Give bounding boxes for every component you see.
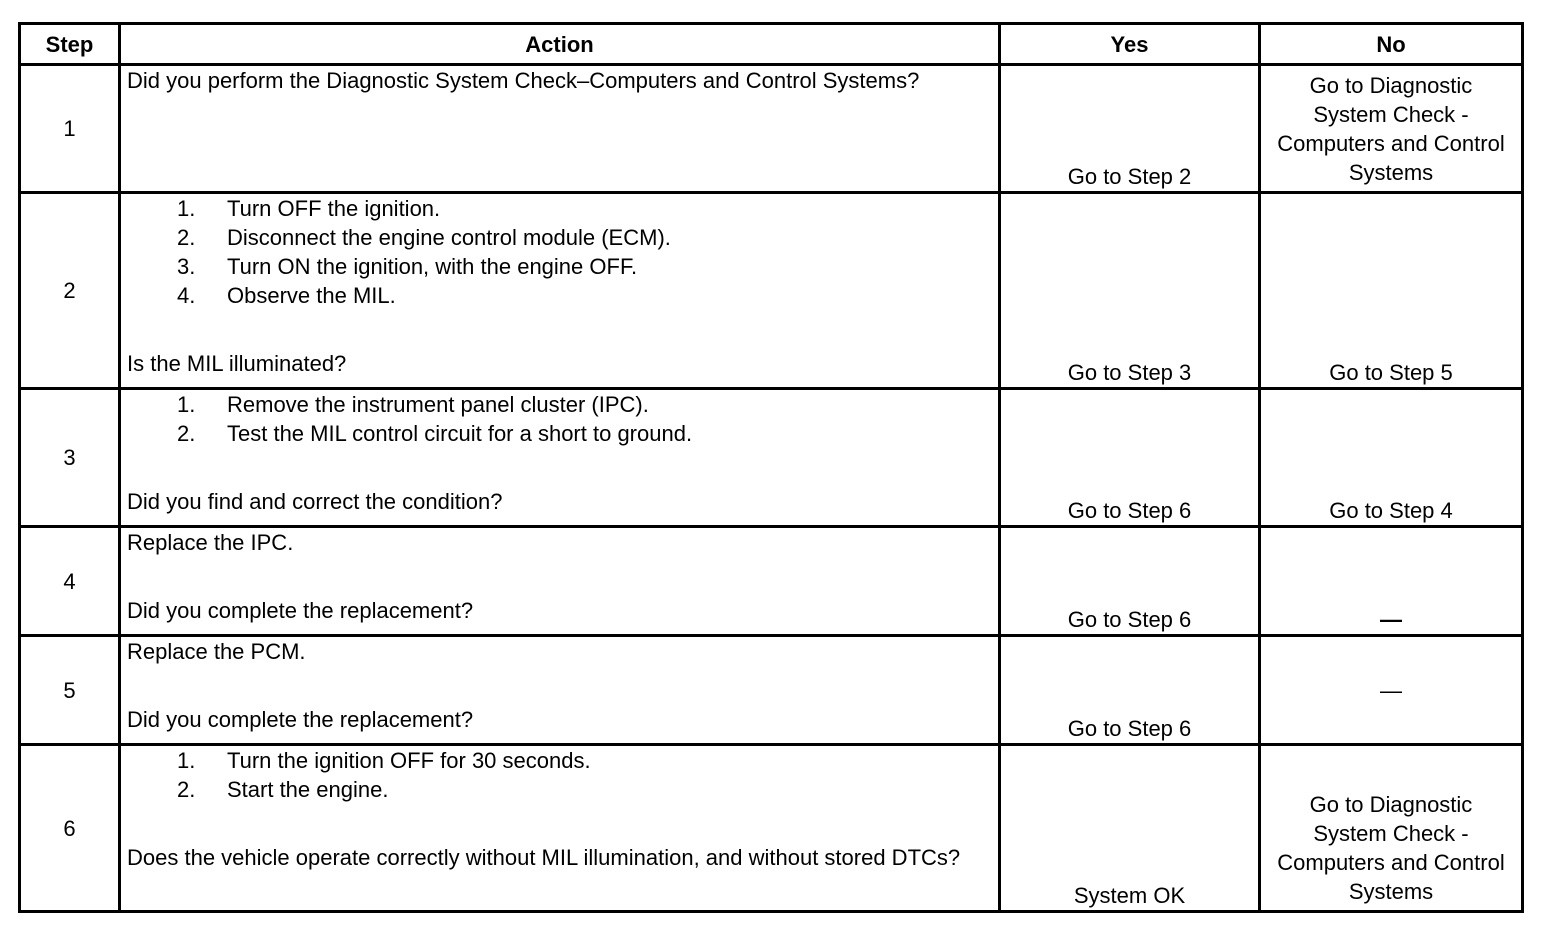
action-question: Did you find and correct the condition?: [127, 489, 503, 514]
action-steps-list: [127, 194, 992, 310]
header-step: Step: [20, 24, 120, 65]
diagnostic-table: [18, 22, 1524, 913]
yes-cell: Go to Step 2: [1000, 65, 1260, 193]
action-step: 1. Remove the instrument panel cluster (IPC).: [177, 392, 649, 417]
action-step: 4. Observe the MIL.: [177, 283, 396, 308]
action-cell: [120, 636, 1000, 745]
action-step: 1. Turn OFF the ignition.: [177, 196, 441, 221]
yes-cell: Go to Step 6: [1000, 636, 1260, 745]
action-steps-list: [127, 746, 992, 804]
header-row: [20, 24, 1523, 65]
action-text: Replace the IPC.: [127, 530, 294, 555]
table-row: [20, 745, 1523, 912]
table-row: [20, 65, 1523, 193]
yes-cell: Go to Step 6: [1000, 527, 1260, 636]
no-cell: —: [1260, 636, 1523, 745]
step-number: 2: [20, 193, 120, 389]
no-cell: Go to Diagnostic System Check - Computers and Control Systems: [1260, 65, 1523, 193]
no-cell: Go to Diagnostic System Check - Computers and Control Systems: [1260, 745, 1523, 912]
action-text: Did you perform the Diagnostic System Check–Computers and Control Systems?: [127, 68, 920, 93]
table-row: [20, 636, 1523, 745]
header-action: Action: [120, 24, 1000, 65]
action-question: Is the MIL illuminated?: [127, 351, 347, 376]
step-number: 4: [20, 527, 120, 636]
action-question: Did you complete the replacement?: [127, 598, 474, 623]
step-number: 3: [20, 389, 120, 527]
action-steps-list: [127, 390, 992, 448]
action-step: 2. Test the MIL control circuit for a short to ground.: [177, 421, 693, 446]
header-yes: Yes: [1000, 24, 1260, 65]
table-row: [20, 389, 1523, 527]
yes-cell: Go to Step 6: [1000, 389, 1260, 527]
table-row: [20, 527, 1523, 636]
no-cell: Go to Step 4: [1260, 389, 1523, 527]
yes-cell: Go to Step 3: [1000, 193, 1260, 389]
action-step: 3. Turn ON the ignition, with the engine OFF.: [177, 254, 638, 279]
action-cell: [120, 527, 1000, 636]
yes-cell: System OK: [1000, 745, 1260, 912]
header-no: No: [1260, 24, 1523, 65]
no-cell: Go to Step 5: [1260, 193, 1523, 389]
action-step: 2. Disconnect the engine control module (ECM).: [177, 225, 671, 250]
action-cell: [120, 193, 1000, 389]
action-cell: [120, 745, 1000, 912]
action-text: Replace the PCM.: [127, 639, 306, 664]
action-cell: [120, 389, 1000, 527]
action-step: 1. Turn the ignition OFF for 30 seconds.: [177, 748, 591, 773]
table-row: [20, 193, 1523, 389]
no-cell: —: [1260, 527, 1523, 636]
action-cell: [120, 65, 1000, 193]
action-question: Does the vehicle operate correctly without MIL illumination, and without stored DTCs?: [127, 845, 961, 870]
action-step: 2. Start the engine.: [177, 777, 389, 802]
step-number: 1: [20, 65, 120, 193]
action-question: Did you complete the replacement?: [127, 707, 474, 732]
step-number: 6: [20, 745, 120, 912]
step-number: 5: [20, 636, 120, 745]
